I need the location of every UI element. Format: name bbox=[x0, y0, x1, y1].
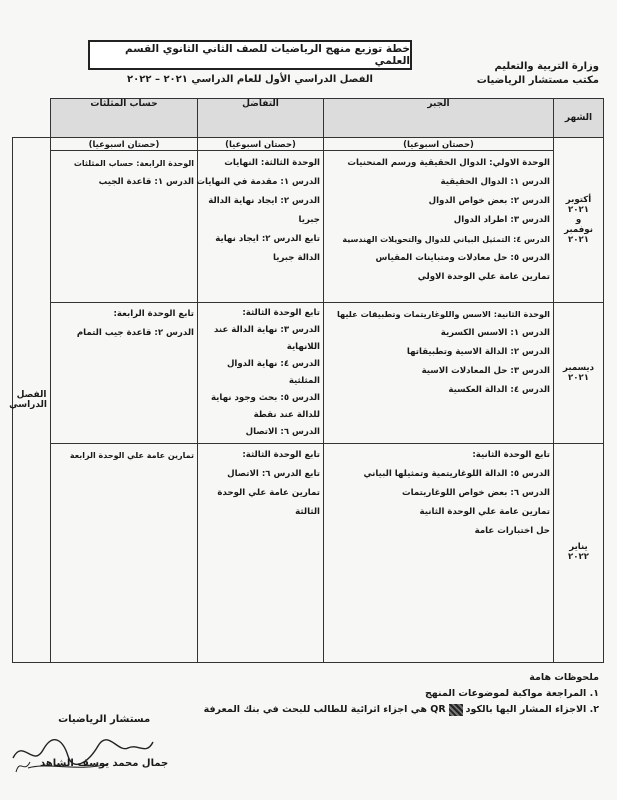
month-cell: يناير ٢٠٢٢ bbox=[554, 444, 604, 663]
header-algebra: الجبر bbox=[324, 99, 554, 138]
table-row bbox=[13, 444, 604, 663]
table-row bbox=[13, 303, 604, 444]
algebra-cell: تابع الوحدة الثانية: الدرس ٥: الدالة اللوغاريتمية وتمثيلها البياني الدرس ٦: بعض خواص اللوغاريتمات تمارين عامة علي الوحدة الثانية حل اختبارات عامة bbox=[324, 444, 554, 663]
table-row bbox=[13, 138, 604, 303]
month-cell: أكتوبر ٢٠٢١ و نوفمبر ٢٠٢١ bbox=[554, 138, 604, 303]
trig-cell: تمارين عامة علي الوحدة الرابعة bbox=[51, 444, 198, 663]
trig-cell: (حصتان اسبوعيا) الوحدة الرابعة: حساب المثلثات الدرس ١: قاعدة الجيب bbox=[51, 138, 198, 303]
notes-section bbox=[204, 670, 599, 718]
plan-title: خطة توزيع منهج الرياضيات للصف الثاني الثانوي القسم العلمي bbox=[88, 40, 412, 70]
algebra-cell: (حصتان اسبوعيا) الوحدة الاولي: الدوال الحقيقية ورسم المنحنيات الدرس ١: الدوال الحقيقية الدرس ٢: بعض خواص الدوال الدرس ٣: اطراد الدوال الدرس ٤: التمثيل البياني للدوال والتحويلات الهندسية الدرس ٥: حل معادلات ومتباينات المقياس تمارين عامة علي الوحدة الاولي bbox=[324, 138, 554, 303]
ministry-header bbox=[477, 60, 599, 88]
weekly-label: (حصتان اسبوعيا) bbox=[51, 138, 197, 151]
semester-line: الفصل الدراسي الأول للعام الدراسي ٢٠٢١ – ٢٠٢٢ bbox=[127, 74, 373, 85]
signature-role: مستشار الرياضيات bbox=[58, 714, 151, 725]
header-semester-empty bbox=[13, 99, 51, 138]
header-calculus: التفاضل bbox=[198, 99, 324, 138]
trig-cell: تابع الوحدة الرابعة: الدرس ٢: قاعدة جيب التمام bbox=[51, 303, 198, 444]
note-item: ٢. الاجزاء المشار اليها بالكودQR هي اجزاء اثرائية للطالب للبحث في بنك المعرفة bbox=[203, 704, 599, 715]
signature-name: جمال محمد يوسف الشاهد bbox=[40, 758, 169, 769]
semester-cell: الفصل الدراسي bbox=[13, 138, 51, 663]
handwritten-signature-icon bbox=[8, 728, 158, 778]
month-cell: ديسمبر ٢٠٢١ bbox=[554, 303, 604, 444]
qr-code-icon bbox=[449, 704, 463, 716]
office-name: مكتب مستشار الرياضيات bbox=[476, 75, 599, 86]
note-item: ١. المراجعة مواكبة لموضوعات المنهج bbox=[424, 688, 599, 699]
weekly-label: (حصتان اسبوعيا) bbox=[198, 138, 323, 151]
calculus-cell: (حصتان اسبوعيا) الوحدة الثالثة: النهايات الدرس ١: مقدمة في النهايات الدرس ٢: ايجاد نهاية الدالة جبريا تابع الدرس ٢: ايجاد نهاية الدالة جبريا bbox=[198, 138, 324, 303]
table-header-row bbox=[13, 99, 604, 138]
header-month: الشهر bbox=[554, 99, 604, 138]
algebra-cell: الوحدة الثانية: الاسس واللوغاريتمات وتطبيقات عليها الدرس ١: الاسس الكسرية الدرس ٢: الدالة الاسية وتطبيقاتها الدرس ٣: حل المعادلات الاسية الدرس ٤: الدالة العكسية bbox=[324, 303, 554, 444]
ministry-name: وزارة التربية والتعليم bbox=[494, 61, 599, 72]
notes-title: ملحوظات هامة bbox=[529, 672, 599, 683]
curriculum-table bbox=[9, 98, 604, 663]
header-trig: حساب المثلثات bbox=[51, 99, 198, 138]
calculus-cell: تابع الوحدة الثالثة: تابع الدرس ٦: الاتصال تمارين عامة علي الوحدة الثالثة bbox=[198, 444, 324, 663]
weekly-label: (حصتان اسبوعيا) bbox=[324, 138, 553, 151]
calculus-cell: تابع الوحدة الثالثة: الدرس ٣: نهاية الدالة عند اللانهاية الدرس ٤: نهاية الدوال المثلثية الدرس ٥: بحث وجود نهاية للدالة عند نقطة الدرس ٦: الاتصال bbox=[198, 303, 324, 444]
